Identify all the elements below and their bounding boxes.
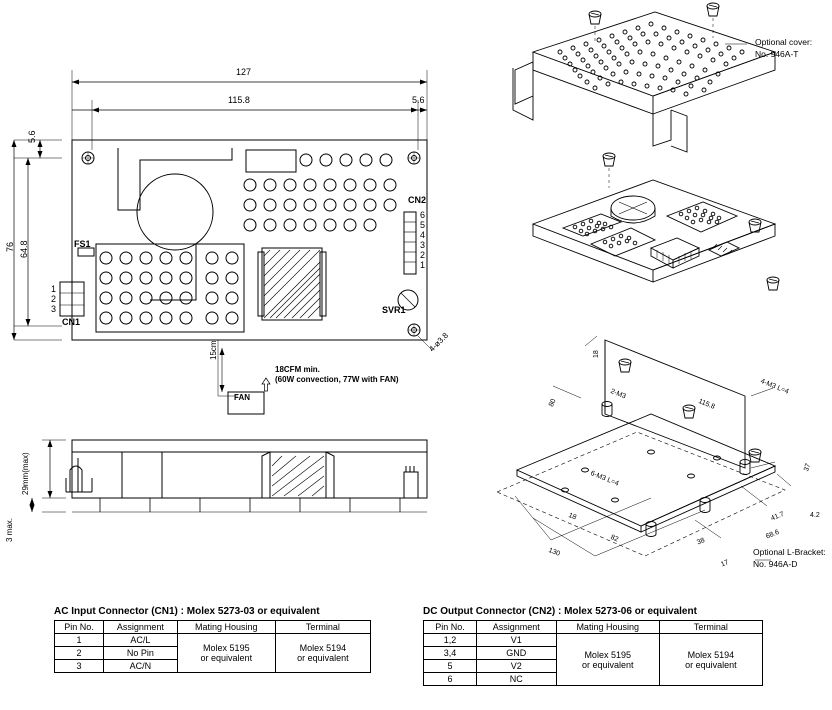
terminal-line1: Molex 5194 [687, 649, 735, 660]
dim-fan-gap: 15cm [209, 340, 218, 360]
col-terminal: Terminal [659, 621, 762, 634]
top-view-svg [0, 0, 460, 600]
cn2-pin-1: 1 [420, 260, 426, 270]
cell-pin: 5 [424, 660, 477, 673]
cell-pin: 6 [424, 673, 477, 686]
dim-left-top: 5.6 [27, 130, 37, 143]
cell-pin: 1 [55, 634, 104, 647]
cell-assignment: NC [476, 673, 556, 686]
col-mating-housing: Mating Housing [177, 621, 275, 634]
cell-pin: 3 [55, 660, 104, 673]
cn2-pin-6: 6 [420, 210, 426, 220]
dim-left-mid: 64.8 [19, 240, 29, 258]
top-view-drawing [0, 0, 460, 600]
ac-input-table-title: AC Input Connector (CN1) : Molex 5273-03 or equivalent [54, 606, 320, 617]
dim-top-right: 5.6 [412, 95, 425, 105]
cell-pin: 2 [55, 647, 104, 660]
exploded-view-svg [455, 0, 832, 600]
table-header-row [424, 621, 763, 634]
dim-hole-note: 4-ø3.8 [427, 330, 451, 354]
iso-dim-10: 38 [696, 537, 706, 547]
terminal-line2: or equivalent [297, 653, 349, 663]
table-header-row [55, 621, 371, 634]
cell-assignment: No Pin [103, 647, 177, 660]
cn2-pin-2: 2 [420, 250, 426, 260]
col-assignment: Assignment [476, 621, 556, 634]
cn2-pin-4: 4 [420, 230, 426, 240]
cn1-pin-3: 3 [51, 304, 57, 314]
iso-dim-4: 4-M3 L=4 [759, 378, 790, 396]
airflow-note-2: (60W convection, 77W with FAN) [275, 375, 399, 384]
mating-housing-line2: or equivalent [581, 659, 634, 670]
exploded-view-drawing [455, 0, 832, 600]
col-assignment: Assignment [103, 621, 177, 634]
cover-note-line2: No. 946A-T [755, 49, 799, 59]
ac-input-table [54, 620, 371, 673]
iso-dim-2: 80 [548, 397, 558, 408]
cell-assignment: V1 [476, 634, 556, 647]
cell-pin: 3,4 [424, 647, 477, 660]
iso-dim-11: 41.7 [770, 510, 786, 523]
cell-pin: 1,2 [424, 634, 477, 647]
cell-mating-housing [556, 634, 659, 686]
bracket-note-line1: Optional L-Bracket: [753, 547, 826, 557]
cn2-pin-5: 5 [420, 220, 426, 230]
iso-dim-3: 115.8 [697, 398, 716, 411]
iso-dim-7: 18 [567, 512, 578, 522]
cn1-pin-1: 1 [51, 284, 57, 294]
cell-terminal [659, 634, 762, 686]
bracket-note-line2: No. 946A-D [753, 559, 798, 569]
cn2-pin-3: 3 [420, 240, 426, 250]
iso-dim-9: 130 [547, 547, 561, 558]
iso-dim-12: 68.6 [765, 528, 781, 541]
cell-assignment: AC/N [103, 660, 177, 673]
cell-assignment: V2 [476, 660, 556, 673]
col-pin-no: Pin No. [55, 621, 104, 634]
dc-output-table [423, 620, 763, 686]
dim-side-height: 29mm(max) [21, 452, 30, 495]
cell-assignment: AC/L [103, 634, 177, 647]
terminal-line2: or equivalent [685, 659, 737, 670]
label-fs1: FS1 [74, 239, 91, 249]
col-terminal: Terminal [275, 621, 370, 634]
airflow-note-1: 18CFM min. [275, 365, 320, 374]
iso-dim-8: 82 [609, 534, 620, 544]
dim-top-overall: 127 [236, 67, 252, 77]
iso-dim-13: 4.2 [810, 512, 820, 519]
cell-mating-housing [177, 634, 275, 673]
cn1-pin-2: 2 [51, 294, 57, 304]
cell-terminal [275, 634, 370, 673]
label-cn2: CN2 [408, 195, 427, 205]
mating-housing-line1: Molex 5195 [203, 643, 250, 653]
mating-housing-line2: or equivalent [200, 653, 253, 663]
col-mating-housing: Mating Housing [556, 621, 659, 634]
dim-side-pin: 3 max. [5, 517, 14, 542]
iso-dim-6: 6-M3 L=4 [589, 470, 620, 488]
dc-output-table-title: DC Output Connector (CN2) : Molex 5273-06 or equivalent [423, 606, 697, 617]
mating-housing-line1: Molex 5195 [584, 649, 631, 660]
table-row [424, 634, 763, 647]
iso-dim-0: 18 [593, 350, 600, 358]
table-row [55, 634, 371, 647]
iso-dim-1: 2-M3 [609, 388, 627, 401]
terminal-line1: Molex 5194 [299, 643, 347, 653]
label-cn1: CN1 [62, 317, 81, 327]
dim-left-overall: 76 [5, 241, 15, 252]
label-fan: FAN [234, 393, 250, 402]
dim-top-inner: 115.8 [228, 95, 250, 105]
cover-note-line1: Optional cover: [755, 37, 813, 47]
iso-dim-14: 17 [720, 559, 730, 569]
iso-dim-5: 37 [803, 462, 813, 473]
dc-output-table-block [423, 606, 763, 686]
label-svr1: SVR1 [382, 305, 406, 315]
ac-input-table-block [54, 606, 371, 673]
cell-assignment: GND [476, 647, 556, 660]
col-pin-no: Pin No. [424, 621, 477, 634]
